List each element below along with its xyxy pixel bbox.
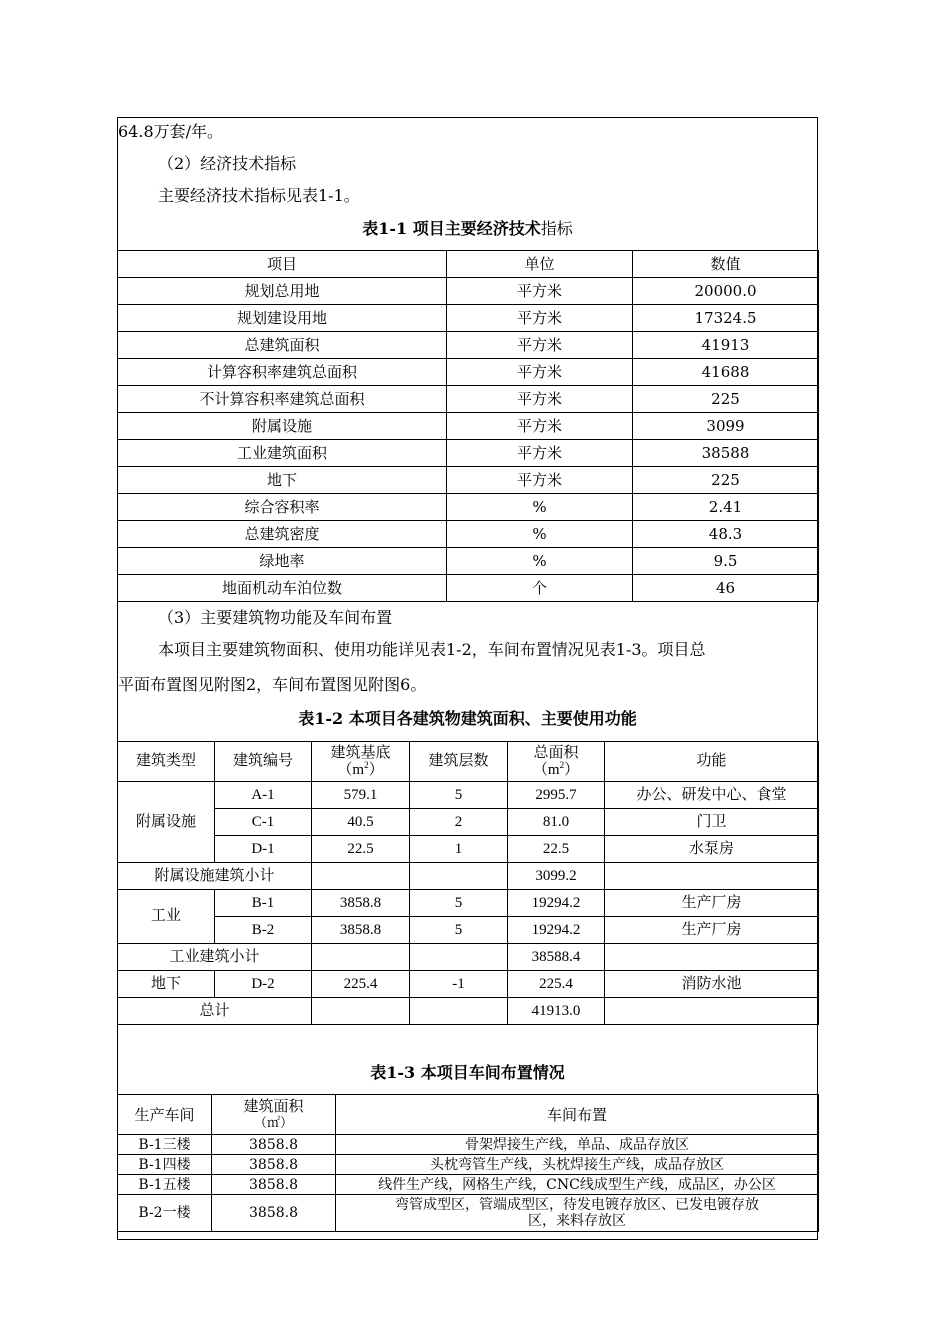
table-cell: 19294.2	[508, 890, 605, 917]
table-cell: A-1	[215, 782, 312, 809]
table-cell: 81.0	[508, 809, 605, 836]
table-cell: 规划总用地	[118, 278, 447, 305]
table-row	[118, 917, 819, 944]
table-cell: 5	[410, 917, 508, 944]
table-cell: 3858.8	[312, 890, 410, 917]
table-building-areas	[117, 741, 819, 1025]
table-cell: B-1三楼	[118, 1135, 212, 1155]
table-cell: 水泵房	[605, 836, 819, 863]
table-cell: 3858.8	[212, 1175, 336, 1195]
table-cell: 2995.7	[508, 782, 605, 809]
table-cell: 9.5	[633, 548, 819, 575]
table-cell: 平方米	[447, 413, 633, 440]
table-cell: 不计算容积率建筑总面积	[118, 386, 447, 413]
table-row	[118, 1135, 819, 1155]
table-cell: 40.5	[312, 809, 410, 836]
table-economic-indicators	[117, 250, 819, 602]
table-cell: 3858.8	[312, 917, 410, 944]
table-row	[118, 1195, 819, 1232]
table-row	[118, 836, 819, 863]
table-cell: 20000.0	[633, 278, 819, 305]
table-header-row	[118, 742, 819, 782]
total-value: 41913.0	[508, 998, 605, 1025]
table3-caption: 表1-3 本项目车间布置情况	[370, 1063, 565, 1082]
table-row	[118, 467, 819, 494]
table-cell: 3858.8	[212, 1195, 336, 1232]
table-cell: C-1	[215, 809, 312, 836]
group-cell-aux: 附属设施	[118, 782, 215, 863]
header-cell: 建筑基底 $(m^2)$	[312, 742, 410, 782]
table-cell: 22.5	[312, 836, 410, 863]
table-cell: B-2一楼	[118, 1195, 212, 1232]
table-cell: 平方米	[447, 305, 633, 332]
table-cell: 46	[633, 575, 819, 602]
table-cell: 地面机动车泊位数	[118, 575, 447, 602]
table-cell	[410, 863, 508, 890]
header-cell: 项目	[118, 251, 447, 278]
table-cell	[312, 863, 410, 890]
table-cell: 总建筑面积	[118, 332, 447, 359]
table-cell: 消防水池	[605, 971, 819, 998]
table-cell: 个	[447, 575, 633, 602]
table-cell: B-1五楼	[118, 1175, 212, 1195]
table-cell	[605, 998, 819, 1025]
table-cell: 平方米	[447, 278, 633, 305]
table-cell: 48.3	[633, 521, 819, 548]
subtotal-value: 38588.4	[508, 944, 605, 971]
table-cell: 225.4	[508, 971, 605, 998]
table-row	[118, 440, 819, 467]
table-cell: 生产厂房	[605, 890, 819, 917]
table-cell: 平方米	[447, 332, 633, 359]
table-row	[118, 575, 819, 602]
table-cell: 38588	[633, 440, 819, 467]
subtotal-label: 工业建筑小计	[118, 944, 312, 971]
subtotal-row	[118, 863, 819, 890]
table-cell: B-1四楼	[118, 1155, 212, 1175]
table-cell: 5	[410, 890, 508, 917]
total-row	[118, 998, 819, 1025]
table-cell: 办公、研发中心、食堂	[605, 782, 819, 809]
header-cell: 建筑面积 （㎡）	[212, 1095, 336, 1135]
total-label: 总计	[118, 998, 312, 1025]
table1-caption: 表1-1 项目主要经济技术指标	[362, 219, 573, 238]
table-cell	[312, 998, 410, 1025]
table-header-row	[118, 1095, 819, 1135]
table-cell	[410, 944, 508, 971]
table-cell: 综合容积率	[118, 494, 447, 521]
table-row	[118, 305, 819, 332]
table-workshop-layout	[117, 1094, 819, 1232]
table-cell	[410, 998, 508, 1025]
table-cell: 生产厂房	[605, 917, 819, 944]
table-header-row	[118, 251, 819, 278]
table-cell: 绿地率	[118, 548, 447, 575]
subtotal-row	[118, 944, 819, 971]
table-row	[118, 1175, 819, 1195]
table-row	[118, 332, 819, 359]
header-cell: 建筑编号	[215, 742, 312, 782]
table-cell	[312, 944, 410, 971]
table-cell: 41688	[633, 359, 819, 386]
table2-caption: 表1-2 本项目各建筑物建筑面积、主要使用功能	[298, 709, 637, 728]
table-cell: 总建筑密度	[118, 521, 447, 548]
table-cell: 225.4	[312, 971, 410, 998]
table-row	[118, 386, 819, 413]
section-heading-3: （3）主要建筑物功能及车间布置	[158, 608, 393, 627]
header-cell: 数值	[633, 251, 819, 278]
table-row	[118, 359, 819, 386]
table-cell: 地下	[118, 467, 447, 494]
table-cell: 22.5	[508, 836, 605, 863]
table-row	[118, 1155, 819, 1175]
table-cell: B-1	[215, 890, 312, 917]
table-cell: 门卫	[605, 809, 819, 836]
section-paragraph-3-line1: 本项目主要建筑物面积、使用功能详见表1-2，车间布置情况见表1-3。项目总	[158, 640, 706, 659]
table-cell: %	[447, 548, 633, 575]
subtotal-label: 附属设施建筑小计	[118, 863, 312, 890]
table-cell: 3858.8	[212, 1135, 336, 1155]
table-cell: 规划建设用地	[118, 305, 447, 332]
header-cell: 总面积 $(m^2)$	[508, 742, 605, 782]
table-cell: 41913	[633, 332, 819, 359]
table-cell: 579.1	[312, 782, 410, 809]
group-cell-industrial: 工业	[118, 890, 215, 944]
header-cell: 生产车间	[118, 1095, 212, 1135]
table-cell: 19294.2	[508, 917, 605, 944]
group-cell-underground: 地下	[118, 971, 215, 998]
table-cell: B-2	[215, 917, 312, 944]
table-row	[118, 521, 819, 548]
table-row	[118, 278, 819, 305]
table-row	[118, 890, 819, 917]
table-row	[118, 971, 819, 998]
table-row	[118, 809, 819, 836]
table-cell	[605, 863, 819, 890]
table-cell: D-1	[215, 836, 312, 863]
subtotal-value: 3099.2	[508, 863, 605, 890]
table-cell: 头枕弯管生产线，头枕焊接生产线，成品存放区	[336, 1155, 819, 1175]
table-cell: 平方米	[447, 359, 633, 386]
table-cell	[605, 944, 819, 971]
header-cell: 建筑类型	[118, 742, 215, 782]
table-row	[118, 494, 819, 521]
table-cell: 3099	[633, 413, 819, 440]
table-cell: 线件生产线，网格生产线，CNC线成型生产线，成品区，办公区	[336, 1175, 819, 1195]
table-cell: 工业建筑面积	[118, 440, 447, 467]
table-cell: 平方米	[447, 386, 633, 413]
table-cell: %	[447, 494, 633, 521]
table-cell: %	[447, 521, 633, 548]
header-cell: 单位	[447, 251, 633, 278]
table-cell: 17324.5	[633, 305, 819, 332]
section-paragraph-3-line2: 平面布置图见附图2，车间布置图见附图6。	[118, 675, 427, 694]
table-cell: 平方米	[447, 467, 633, 494]
table-cell: 2.41	[633, 494, 819, 521]
table-cell: 弯管成型区，管端成型区，待发电镀存放区、已发电镀存放 区，来料存放区	[336, 1195, 819, 1232]
table-cell: 平方米	[447, 440, 633, 467]
table-row	[118, 413, 819, 440]
table-cell: 骨架焊接生产线，单品、成品存放区	[336, 1135, 819, 1155]
table-cell: 计算容积率建筑总面积	[118, 359, 447, 386]
section-paragraph-2: 主要经济技术指标见表1-1。	[158, 186, 360, 205]
section-heading-2: （2）经济技术指标	[158, 154, 297, 173]
table-cell: 225	[633, 386, 819, 413]
table-cell: 1	[410, 836, 508, 863]
table-cell: 附属设施	[118, 413, 447, 440]
document-frame	[117, 117, 818, 1240]
header-cell: 建筑层数	[410, 742, 508, 782]
table-cell: 3858.8	[212, 1155, 336, 1175]
table-cell: 5	[410, 782, 508, 809]
table-row	[118, 782, 819, 809]
intro-line: 64.8万套/年。	[118, 122, 224, 141]
table-cell: D-2	[215, 971, 312, 998]
table-cell: 225	[633, 467, 819, 494]
header-cell: 功能	[605, 742, 819, 782]
table-cell: -1	[410, 971, 508, 998]
header-cell: 车间布置	[336, 1095, 819, 1135]
table-row	[118, 548, 819, 575]
table-cell: 2	[410, 809, 508, 836]
